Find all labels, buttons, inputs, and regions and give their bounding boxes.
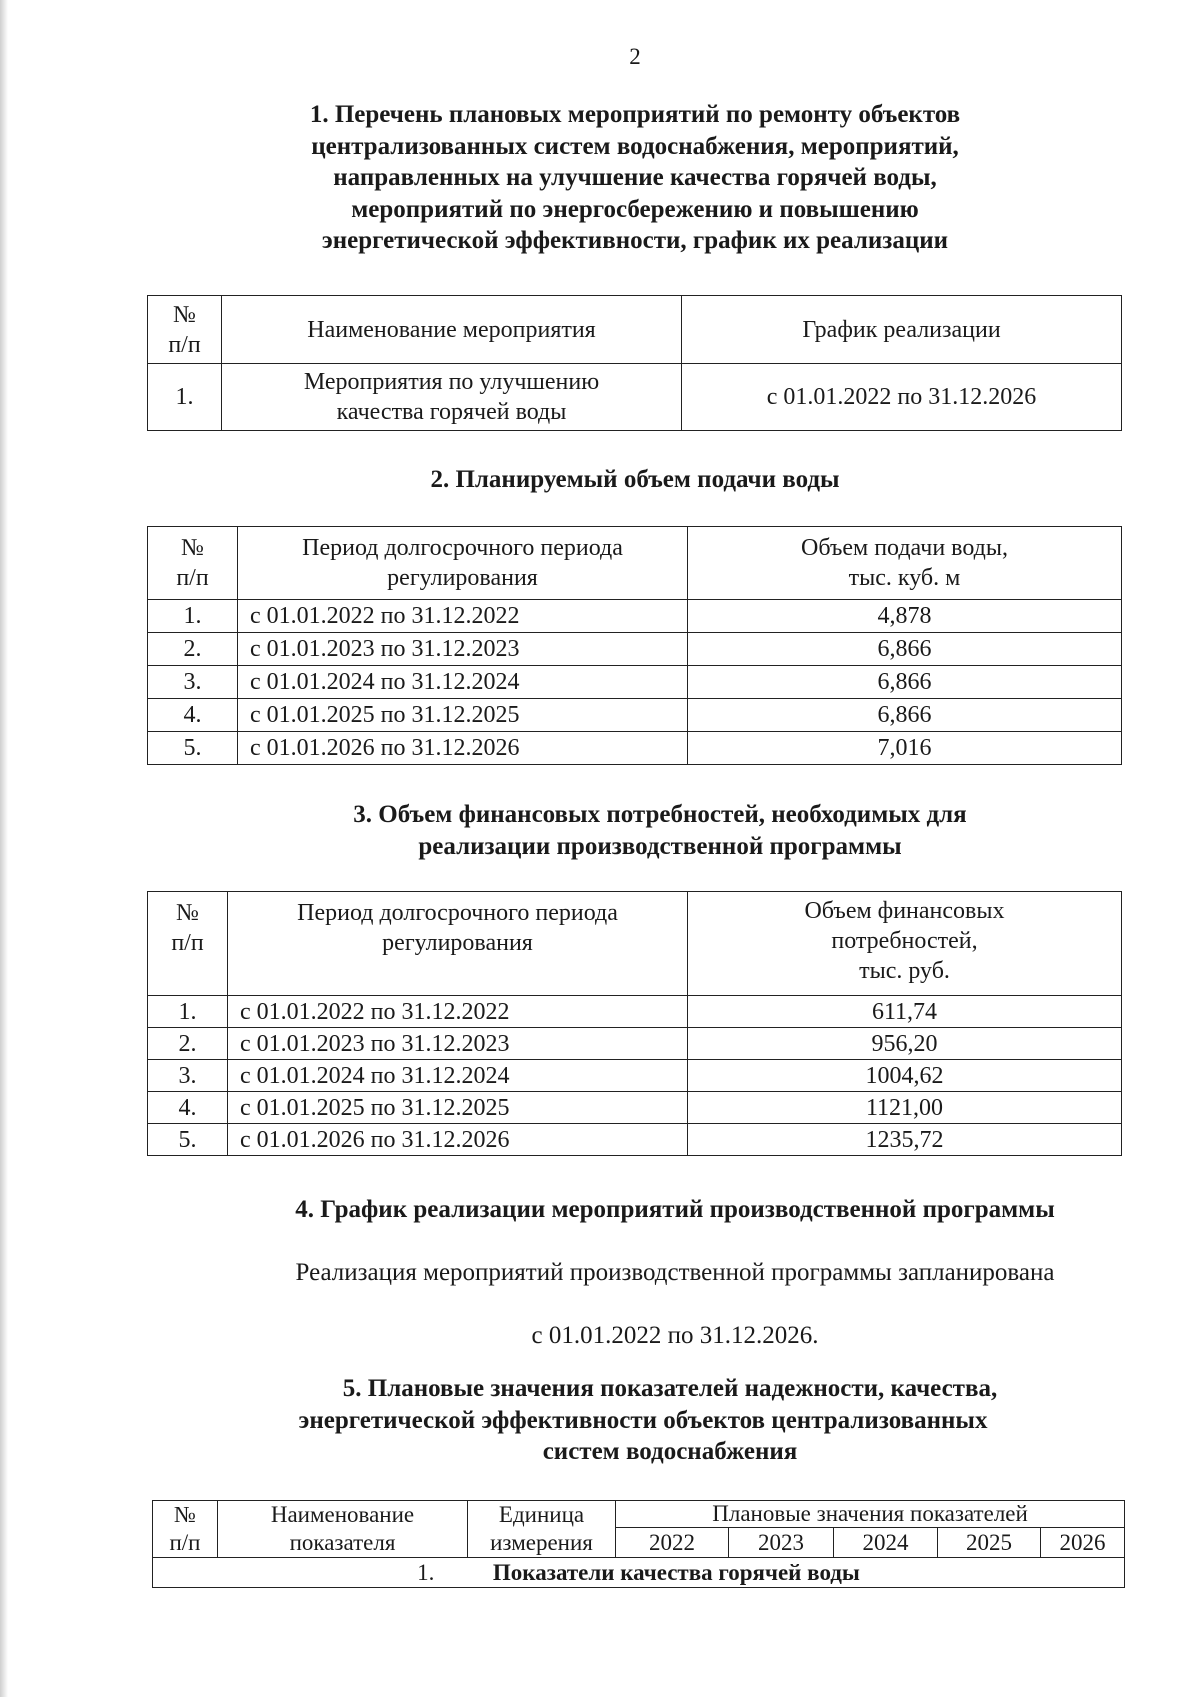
group-row-label: Показатели качества горячей воды: [492, 1559, 860, 1585]
row-num: 3.: [148, 1060, 228, 1092]
header-text: Наименование: [270, 1502, 415, 1527]
header-text: Единица: [498, 1502, 585, 1527]
header-text: №: [174, 1502, 196, 1527]
events-table: [147, 295, 1122, 431]
table-header-row: [148, 527, 1122, 600]
header-text: регулирования: [382, 930, 533, 956]
indicators-table: [152, 1500, 1125, 1588]
table-row: [148, 633, 1122, 666]
row-schedule: с 01.01.2022 по 31.12.2026: [682, 364, 1122, 431]
header-cell-num: [148, 296, 222, 364]
row-period: с 01.01.2024 по 31.12.2024: [228, 1060, 688, 1092]
row-period: с 01.01.2025 по 31.12.2025: [228, 1092, 688, 1124]
section5-title-line: систем водоснабжения: [542, 1438, 798, 1465]
row-period: с 01.01.2022 по 31.12.2022: [238, 600, 688, 633]
header-cell-period: [228, 892, 688, 996]
header-text: потребностей,: [831, 928, 978, 954]
section3-title-line: реализации производственной программы: [418, 832, 902, 860]
row-name-line: Мероприятия по улучшению: [303, 369, 600, 395]
header-cell-unit: [468, 1501, 616, 1558]
table-row: [148, 600, 1122, 633]
section1-title-line: централизованных систем водоснабжения, мероприятий,: [311, 132, 959, 160]
header-text: Объем финансовых: [804, 898, 1005, 924]
group-row-num: 1.: [417, 1559, 435, 1585]
header-text: регулирования: [387, 565, 538, 591]
row-num: 4.: [148, 1092, 228, 1124]
scan-page-edge: [0, 0, 8, 1697]
page-number: 2: [629, 44, 641, 69]
year-cell: 2023: [729, 1528, 834, 1558]
row-value: 4,878: [688, 600, 1122, 633]
section4-text-line1: Реализация мероприятий производственной программы запланирована: [295, 1259, 1055, 1286]
row-period: с 01.01.2026 по 31.12.2026: [238, 732, 688, 765]
header-cell-indicator: [218, 1501, 468, 1558]
header-text: п/п: [168, 331, 201, 358]
section5-title-line: энергетической эффективности объектов централизованных: [298, 1406, 988, 1434]
row-value: 1004,62: [688, 1060, 1122, 1092]
section4-text-line2: с 01.01.2022 по 31.12.2026.: [531, 1322, 819, 1349]
header-text: п/п: [169, 1530, 201, 1555]
table-row: [148, 1092, 1122, 1124]
header-text: №: [181, 535, 204, 561]
section5-title-line: 5. Плановые значения показателей надежности, качества,: [342, 1375, 998, 1402]
row-name: [222, 364, 682, 431]
header-text: Период долгосрочного периода: [297, 900, 618, 926]
section3-title: [160, 799, 1160, 862]
row-name-line: качества горячей воды: [336, 399, 567, 425]
header-text: тыс. куб. м: [848, 565, 961, 591]
section1-title: [135, 99, 1135, 257]
table-row: [148, 364, 1122, 431]
header-text: Период долгосрочного периода: [302, 535, 623, 561]
row-num: 3.: [148, 666, 238, 699]
row-period: с 01.01.2022 по 31.12.2022: [228, 996, 688, 1028]
header-cell-num: [148, 527, 238, 600]
table-row: [148, 732, 1122, 765]
section3-title-line: 3. Объем финансовых потребностей, необходимых для: [353, 801, 967, 828]
header-text: тыс. руб.: [859, 958, 950, 984]
section4-title: 4. График реализации мероприятий производственной программы: [295, 1196, 1055, 1223]
row-period: с 01.01.2025 по 31.12.2025: [238, 699, 688, 732]
group-row-cell: [153, 1558, 1125, 1588]
header-cell-period: [238, 527, 688, 600]
table-row: [148, 1124, 1122, 1156]
row-value: 7,016: [688, 732, 1122, 765]
row-period: с 01.01.2024 по 31.12.2024: [238, 666, 688, 699]
row-value: 6,866: [688, 666, 1122, 699]
table-row: [148, 1028, 1122, 1060]
section2-title: 2. Планируемый объем подачи воды: [430, 466, 840, 493]
row-num: 1.: [148, 996, 228, 1028]
section1-title-line: мероприятий по энергосбережению и повышению: [351, 195, 919, 223]
row-num: 1.: [148, 600, 238, 633]
header-text: №: [176, 900, 199, 926]
header-cell-name: Наименование мероприятия: [222, 296, 682, 364]
header-text: Объем подачи воды,: [801, 535, 1008, 561]
section1-title-line: энергетической эффективности, график их реализации: [321, 227, 949, 254]
row-num: 1.: [148, 364, 222, 431]
row-value: 1235,72: [688, 1124, 1122, 1156]
row-value: 611,74: [688, 996, 1122, 1028]
header-cell-schedule: График реализации: [682, 296, 1122, 364]
row-num: 2.: [148, 1028, 228, 1060]
row-value: 6,866: [688, 699, 1122, 732]
header-text: п/п: [171, 930, 204, 956]
year-cell: 2025: [938, 1528, 1041, 1558]
header-cell-finance: [688, 892, 1122, 996]
section1-title-line: направленных на улучшение качества горячей воды,: [333, 164, 937, 191]
table-row: [148, 1060, 1122, 1092]
row-num: 2.: [148, 633, 238, 666]
table-row: [148, 996, 1122, 1028]
header-text: показателя: [289, 1530, 396, 1555]
water-volume-table: [147, 526, 1122, 765]
header-cell-num: [153, 1501, 218, 1558]
table-header-row: [148, 892, 1122, 996]
table-header-row: [153, 1501, 1125, 1528]
finance-table: [147, 891, 1122, 1156]
row-period: с 01.01.2026 по 31.12.2026: [228, 1124, 688, 1156]
table-header-row: [148, 296, 1122, 364]
header-cell-num: [148, 892, 228, 996]
year-cell: 2026: [1041, 1528, 1125, 1558]
row-num: 4.: [148, 699, 238, 732]
section1-title-line: 1. Перечень плановых мероприятий по ремонту объектов: [309, 101, 961, 128]
header-text: п/п: [176, 565, 209, 591]
year-cell: 2022: [616, 1528, 729, 1558]
header-text: №: [173, 301, 196, 328]
header-cell-volume: [688, 527, 1122, 600]
row-period: с 01.01.2023 по 31.12.2023: [228, 1028, 688, 1060]
table-row: [148, 699, 1122, 732]
row-num: 5.: [148, 1124, 228, 1156]
table-row: [148, 666, 1122, 699]
row-value: 1121,00: [688, 1092, 1122, 1124]
row-value: 6,866: [688, 633, 1122, 666]
header-text: измерения: [490, 1530, 593, 1555]
row-num: 5.: [148, 732, 238, 765]
row-period: с 01.01.2023 по 31.12.2023: [238, 633, 688, 666]
header-cell-planned: Плановые значения показателей: [616, 1501, 1125, 1528]
row-value: 956,20: [688, 1028, 1122, 1060]
section5-title: [170, 1373, 1170, 1468]
year-cell: 2024: [834, 1528, 938, 1558]
group-row: [153, 1558, 1125, 1588]
